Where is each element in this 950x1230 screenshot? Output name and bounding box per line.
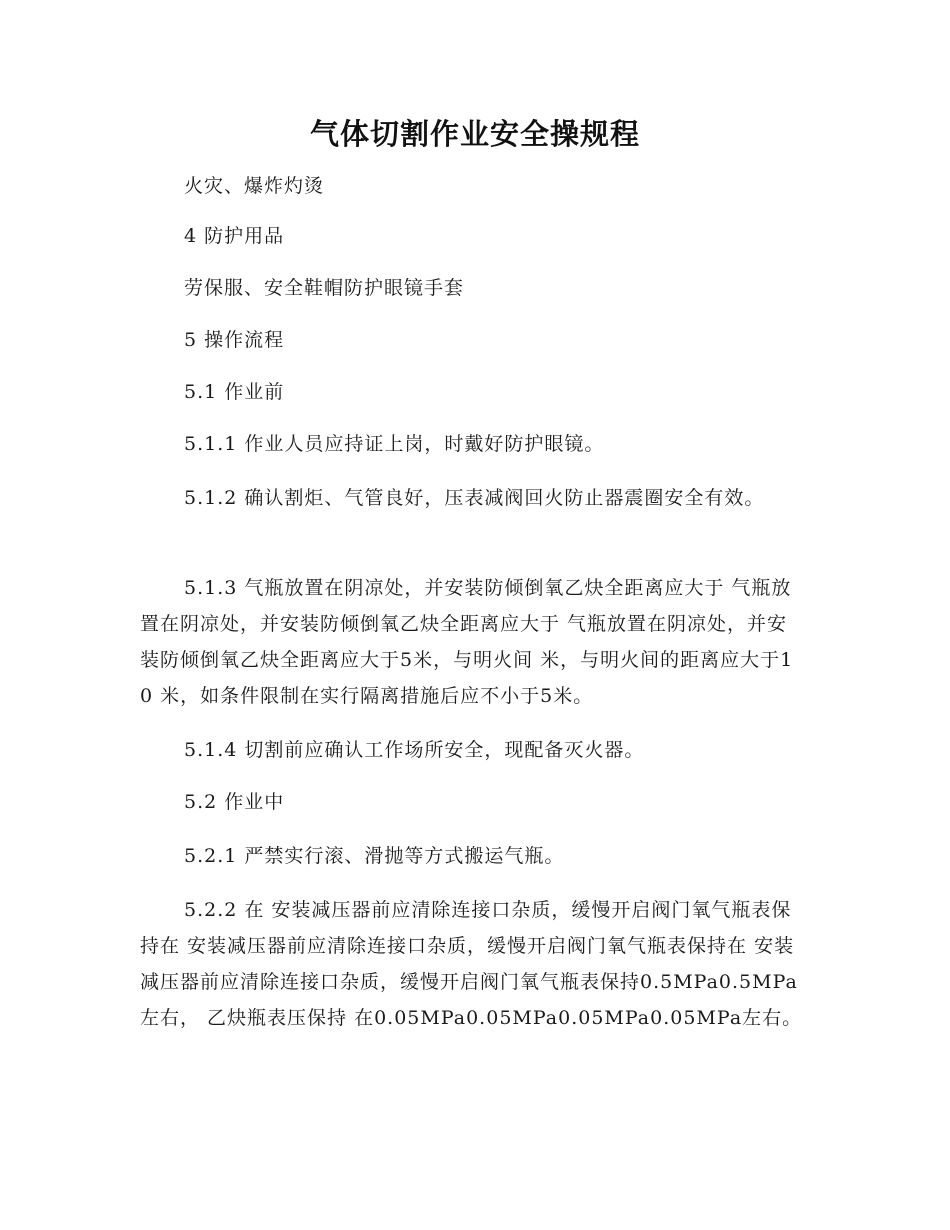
heading-protective-equipment: 4 防护用品 — [184, 225, 285, 247]
clause-5-2-2: 5.2.2 在 安装减压器前应清除连接口杂质，缓慢开启阀门氧气瓶表保持在 安装减压器前应清除连接口杂质，缓慢开启阀门氧气瓶表保持在 安装减压器前应清除连接口杂质，缓慢开启阀门氧气瓶表保持0.5MPa0.5MPa左右， 乙炔瓶表压保持 在0.05MPa0.05MPa0.05MPa0.05MPa左右。 — [140, 899, 803, 1029]
heading-during-work: 5.2 作业中 — [184, 791, 285, 813]
clause-5-1-2: 5.1.2 确认割炬、气管良好，压表减阀回火防止器震圈安全有效。 — [184, 487, 765, 509]
paragraph-hazards: 火灾、爆炸灼烫 — [184, 175, 325, 197]
page-title: 气体切割作业安全操规程 — [309, 117, 640, 151]
clause-5-2-1: 5.2.1 严禁实行滚、滑抛等方式搬运气瓶。 — [184, 845, 565, 867]
heading-before-work: 5.1 作业前 — [184, 381, 285, 403]
heading-operating-procedure: 5 操作流程 — [184, 329, 285, 351]
clause-5-1-4: 5.1.4 切割前应确认工作场所安全，现配备灭火器。 — [184, 739, 645, 761]
paragraph-protective-equipment: 劳保服、安全鞋帽防护眼镜手套 — [184, 277, 465, 299]
clause-5-1-3: 5.1.3 气瓶放置在阴凉处，并安装防倾倒氧乙炔全距离应大于 气瓶放置在阴凉处，并安装防倾倒氧乙炔全距离应大于 气瓶放置在阴凉处，并安装防倾倒氧乙炔全距离应大于5米，与明火间 米，与明火间的距离应大于10 米，如条件限制在实行隔离措施后应不小于5米。 — [140, 577, 794, 707]
clause-5-1-1: 5.1.1 作业人员应持证上岗，时戴好防护眼镜。 — [184, 433, 605, 455]
